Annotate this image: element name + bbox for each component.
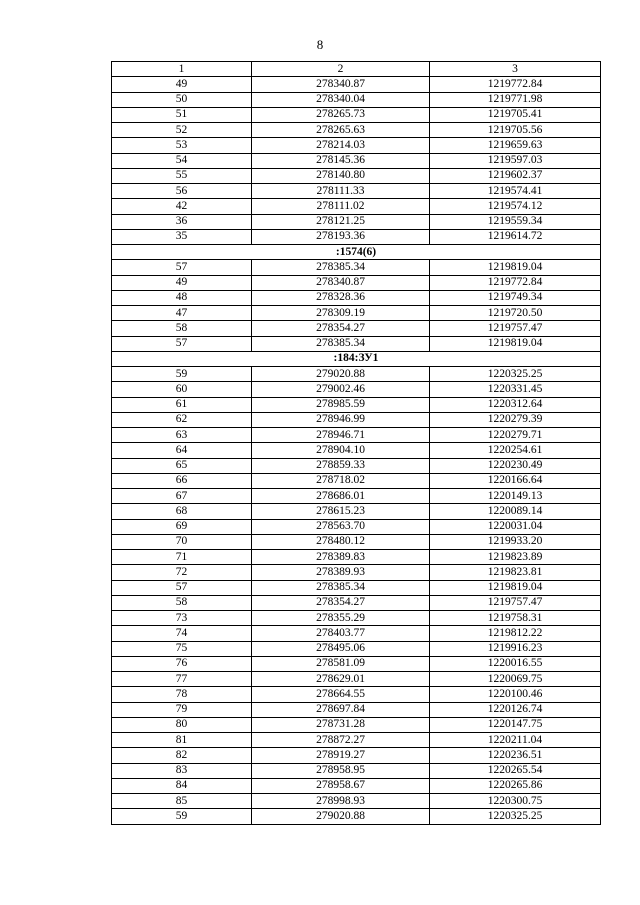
table-row bbox=[112, 656, 601, 671]
x-coordinate-cell: 278145.36 bbox=[252, 153, 430, 168]
y-coordinate-cell: 1219916.23 bbox=[430, 641, 601, 656]
y-coordinate-cell: 1219757.47 bbox=[430, 321, 601, 336]
table-row bbox=[112, 138, 601, 153]
point-number-cell: 64 bbox=[112, 443, 252, 458]
point-number-cell: 66 bbox=[112, 473, 252, 488]
x-coordinate-cell: 278629.01 bbox=[252, 672, 430, 687]
x-coordinate-cell: 278697.84 bbox=[252, 702, 430, 717]
point-number-cell: 49 bbox=[112, 275, 252, 290]
x-coordinate-cell: 278389.83 bbox=[252, 550, 430, 565]
y-coordinate-cell: 1220325.25 bbox=[430, 367, 601, 382]
column-header-1: 1 bbox=[112, 62, 252, 77]
point-number-cell: 82 bbox=[112, 748, 252, 763]
table-row bbox=[112, 504, 601, 519]
table-row bbox=[112, 77, 601, 92]
x-coordinate-cell: 278385.34 bbox=[252, 580, 430, 595]
point-number-cell: 57 bbox=[112, 580, 252, 595]
x-coordinate-cell: 278872.27 bbox=[252, 733, 430, 748]
x-coordinate-cell: 278581.09 bbox=[252, 656, 430, 671]
point-number-cell: 79 bbox=[112, 702, 252, 717]
x-coordinate-cell: 278354.27 bbox=[252, 595, 430, 610]
y-coordinate-cell: 1220016.55 bbox=[430, 656, 601, 671]
y-coordinate-cell: 1220166.64 bbox=[430, 473, 601, 488]
x-coordinate-cell: 278340.87 bbox=[252, 77, 430, 92]
coordinates-table-body bbox=[112, 62, 601, 825]
x-coordinate-cell: 278385.34 bbox=[252, 336, 430, 351]
table-row bbox=[112, 550, 601, 565]
point-number-cell: 54 bbox=[112, 153, 252, 168]
table-row bbox=[112, 611, 601, 626]
table-row bbox=[112, 626, 601, 641]
x-coordinate-cell: 278389.93 bbox=[252, 565, 430, 580]
point-number-cell: 80 bbox=[112, 717, 252, 732]
point-number-cell: 35 bbox=[112, 229, 252, 244]
x-coordinate-cell: 278265.73 bbox=[252, 107, 430, 122]
y-coordinate-cell: 1219559.34 bbox=[430, 214, 601, 229]
x-coordinate-cell: 278111.02 bbox=[252, 199, 430, 214]
y-coordinate-cell: 1219819.04 bbox=[430, 336, 601, 351]
x-coordinate-cell: 278354.27 bbox=[252, 321, 430, 336]
point-number-cell: 59 bbox=[112, 367, 252, 382]
point-number-cell: 60 bbox=[112, 382, 252, 397]
table-row bbox=[112, 519, 601, 534]
x-coordinate-cell: 278731.28 bbox=[252, 717, 430, 732]
point-number-cell: 83 bbox=[112, 763, 252, 778]
y-coordinate-cell: 1220211.04 bbox=[430, 733, 601, 748]
table-row bbox=[112, 290, 601, 305]
x-coordinate-cell: 278946.99 bbox=[252, 412, 430, 427]
x-coordinate-cell: 278958.95 bbox=[252, 763, 430, 778]
point-number-cell: 63 bbox=[112, 428, 252, 443]
point-number-cell: 49 bbox=[112, 77, 252, 92]
point-number-cell: 85 bbox=[112, 794, 252, 809]
coordinates-table bbox=[111, 61, 601, 825]
y-coordinate-cell: 1219720.50 bbox=[430, 306, 601, 321]
table-row bbox=[112, 595, 601, 610]
x-coordinate-cell: 278563.70 bbox=[252, 519, 430, 534]
y-coordinate-cell: 1219757.47 bbox=[430, 595, 601, 610]
column-header-3: 3 bbox=[430, 62, 601, 77]
x-coordinate-cell: 278958.67 bbox=[252, 778, 430, 793]
table-row bbox=[112, 565, 601, 580]
x-coordinate-cell: 278265.63 bbox=[252, 123, 430, 138]
section-header-row bbox=[112, 245, 601, 260]
table-row bbox=[112, 443, 601, 458]
x-coordinate-cell: 278355.29 bbox=[252, 611, 430, 626]
y-coordinate-cell: 1220279.39 bbox=[430, 412, 601, 427]
point-number-cell: 81 bbox=[112, 733, 252, 748]
point-number-cell: 48 bbox=[112, 290, 252, 305]
point-number-cell: 59 bbox=[112, 809, 252, 824]
y-coordinate-cell: 1220149.13 bbox=[430, 489, 601, 504]
page-number: 8 bbox=[316, 37, 324, 52]
table-row bbox=[112, 184, 601, 199]
y-coordinate-cell: 1220089.14 bbox=[430, 504, 601, 519]
y-coordinate-cell: 1220312.64 bbox=[430, 397, 601, 412]
y-coordinate-cell: 1219758.31 bbox=[430, 611, 601, 626]
point-number-cell: 42 bbox=[112, 199, 252, 214]
x-coordinate-cell: 278340.04 bbox=[252, 92, 430, 107]
y-coordinate-cell: 1219705.56 bbox=[430, 123, 601, 138]
x-coordinate-cell: 278615.23 bbox=[252, 504, 430, 519]
y-coordinate-cell: 1219659.63 bbox=[430, 138, 601, 153]
y-coordinate-cell: 1220325.25 bbox=[430, 809, 601, 824]
point-number-cell: 58 bbox=[112, 595, 252, 610]
point-number-cell: 58 bbox=[112, 321, 252, 336]
y-coordinate-cell: 1219933.20 bbox=[430, 534, 601, 549]
point-number-cell: 78 bbox=[112, 687, 252, 702]
x-coordinate-cell: 278403.77 bbox=[252, 626, 430, 641]
y-coordinate-cell: 1220031.04 bbox=[430, 519, 601, 534]
y-coordinate-cell: 1219823.81 bbox=[430, 565, 601, 580]
point-number-cell: 75 bbox=[112, 641, 252, 656]
y-coordinate-cell: 1220331.45 bbox=[430, 382, 601, 397]
table-row bbox=[112, 168, 601, 183]
y-coordinate-cell: 1219819.04 bbox=[430, 260, 601, 275]
point-number-cell: 50 bbox=[112, 92, 252, 107]
table-row bbox=[112, 534, 601, 549]
table-row bbox=[112, 336, 601, 351]
point-number-cell: 70 bbox=[112, 534, 252, 549]
x-coordinate-cell: 278111.33 bbox=[252, 184, 430, 199]
table-row bbox=[112, 412, 601, 427]
y-coordinate-cell: 1220147.75 bbox=[430, 717, 601, 732]
y-coordinate-cell: 1220230.49 bbox=[430, 458, 601, 473]
x-coordinate-cell: 278121.25 bbox=[252, 214, 430, 229]
x-coordinate-cell: 279020.88 bbox=[252, 809, 430, 824]
table-row bbox=[112, 107, 601, 122]
x-coordinate-cell: 278328.36 bbox=[252, 290, 430, 305]
point-number-cell: 84 bbox=[112, 778, 252, 793]
y-coordinate-cell: 1219819.04 bbox=[430, 580, 601, 595]
table-row bbox=[112, 458, 601, 473]
x-coordinate-cell: 278385.34 bbox=[252, 260, 430, 275]
y-coordinate-cell: 1220300.75 bbox=[430, 794, 601, 809]
y-coordinate-cell: 1219705.41 bbox=[430, 107, 601, 122]
point-number-cell: 71 bbox=[112, 550, 252, 565]
x-coordinate-cell: 279020.88 bbox=[252, 367, 430, 382]
x-coordinate-cell: 278904.10 bbox=[252, 443, 430, 458]
table-row bbox=[112, 382, 601, 397]
y-coordinate-cell: 1220126.74 bbox=[430, 702, 601, 717]
point-number-cell: 77 bbox=[112, 672, 252, 687]
table-row bbox=[112, 473, 601, 488]
x-coordinate-cell: 278859.33 bbox=[252, 458, 430, 473]
point-number-cell: 56 bbox=[112, 184, 252, 199]
x-coordinate-cell: 278214.03 bbox=[252, 138, 430, 153]
point-number-cell: 61 bbox=[112, 397, 252, 412]
point-number-cell: 68 bbox=[112, 504, 252, 519]
y-coordinate-cell: 1220236.51 bbox=[430, 748, 601, 763]
table-row bbox=[112, 260, 601, 275]
y-coordinate-cell: 1219823.89 bbox=[430, 550, 601, 565]
y-coordinate-cell: 1219602.37 bbox=[430, 168, 601, 183]
y-coordinate-cell: 1219772.84 bbox=[430, 77, 601, 92]
point-number-cell: 51 bbox=[112, 107, 252, 122]
point-number-cell: 55 bbox=[112, 168, 252, 183]
point-number-cell: 53 bbox=[112, 138, 252, 153]
x-coordinate-cell: 278718.02 bbox=[252, 473, 430, 488]
table-row bbox=[112, 123, 601, 138]
x-coordinate-cell: 278686.01 bbox=[252, 489, 430, 504]
table-row bbox=[112, 214, 601, 229]
column-header-2: 2 bbox=[252, 62, 430, 77]
y-coordinate-cell: 1219771.98 bbox=[430, 92, 601, 107]
y-coordinate-cell: 1219574.41 bbox=[430, 184, 601, 199]
y-coordinate-cell: 1220265.86 bbox=[430, 778, 601, 793]
y-coordinate-cell: 1220265.54 bbox=[430, 763, 601, 778]
y-coordinate-cell: 1219597.03 bbox=[430, 153, 601, 168]
table-row bbox=[112, 580, 601, 595]
table-row bbox=[112, 92, 601, 107]
point-number-cell: 67 bbox=[112, 489, 252, 504]
point-number-cell: 72 bbox=[112, 565, 252, 580]
section-header-row bbox=[112, 351, 601, 366]
point-number-cell: 69 bbox=[112, 519, 252, 534]
x-coordinate-cell: 278495.06 bbox=[252, 641, 430, 656]
table-row bbox=[112, 428, 601, 443]
section-label: :184:ЗУ1 bbox=[112, 351, 601, 366]
table-row bbox=[112, 733, 601, 748]
point-number-cell: 57 bbox=[112, 260, 252, 275]
x-coordinate-cell: 278193.36 bbox=[252, 229, 430, 244]
table-row bbox=[112, 397, 601, 412]
table-row bbox=[112, 778, 601, 793]
y-coordinate-cell: 1219812.22 bbox=[430, 626, 601, 641]
table-row bbox=[112, 367, 601, 382]
y-coordinate-cell: 1220069.75 bbox=[430, 672, 601, 687]
y-coordinate-cell: 1220254.61 bbox=[430, 443, 601, 458]
table-row bbox=[112, 794, 601, 809]
point-number-cell: 36 bbox=[112, 214, 252, 229]
table-header-row bbox=[112, 62, 601, 77]
y-coordinate-cell: 1220100.46 bbox=[430, 687, 601, 702]
point-number-cell: 62 bbox=[112, 412, 252, 427]
y-coordinate-cell: 1219749.34 bbox=[430, 290, 601, 305]
table-row bbox=[112, 809, 601, 824]
x-coordinate-cell: 278309.19 bbox=[252, 306, 430, 321]
point-number-cell: 76 bbox=[112, 656, 252, 671]
x-coordinate-cell: 278919.27 bbox=[252, 748, 430, 763]
y-coordinate-cell: 1220279.71 bbox=[430, 428, 601, 443]
x-coordinate-cell: 278340.87 bbox=[252, 275, 430, 290]
table-row bbox=[112, 763, 601, 778]
point-number-cell: 57 bbox=[112, 336, 252, 351]
y-coordinate-cell: 1219772.84 bbox=[430, 275, 601, 290]
y-coordinate-cell: 1219614.72 bbox=[430, 229, 601, 244]
x-coordinate-cell: 278998.93 bbox=[252, 794, 430, 809]
x-coordinate-cell: 278985.59 bbox=[252, 397, 430, 412]
table-row bbox=[112, 275, 601, 290]
table-row bbox=[112, 702, 601, 717]
x-coordinate-cell: 278946.71 bbox=[252, 428, 430, 443]
x-coordinate-cell: 279002.46 bbox=[252, 382, 430, 397]
table-row bbox=[112, 717, 601, 732]
table-row bbox=[112, 489, 601, 504]
table-row bbox=[112, 306, 601, 321]
table-row bbox=[112, 153, 601, 168]
y-coordinate-cell: 1219574.12 bbox=[430, 199, 601, 214]
x-coordinate-cell: 278480.12 bbox=[252, 534, 430, 549]
table-row bbox=[112, 641, 601, 656]
table-row bbox=[112, 687, 601, 702]
point-number-cell: 52 bbox=[112, 123, 252, 138]
table-row bbox=[112, 748, 601, 763]
table-row bbox=[112, 672, 601, 687]
table-row bbox=[112, 321, 601, 336]
point-number-cell: 47 bbox=[112, 306, 252, 321]
point-number-cell: 74 bbox=[112, 626, 252, 641]
point-number-cell: 73 bbox=[112, 611, 252, 626]
x-coordinate-cell: 278140.80 bbox=[252, 168, 430, 183]
x-coordinate-cell: 278664.55 bbox=[252, 687, 430, 702]
point-number-cell: 65 bbox=[112, 458, 252, 473]
table-row bbox=[112, 199, 601, 214]
section-label: :1574(6) bbox=[112, 245, 601, 260]
table-row bbox=[112, 229, 601, 244]
